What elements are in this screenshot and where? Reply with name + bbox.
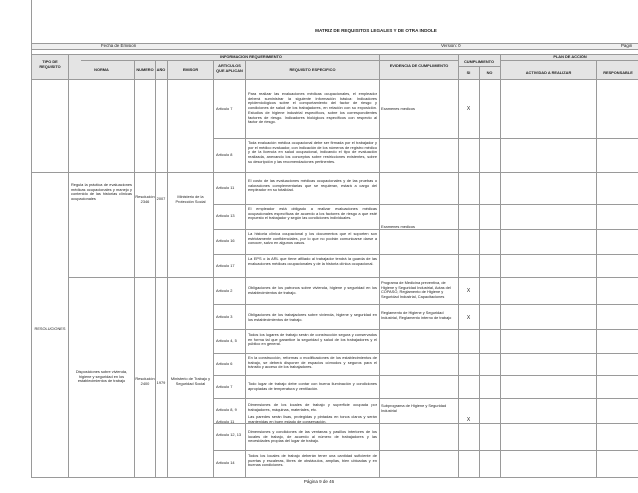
header-articulos: ARTICULOS QUE APLICAN [216, 64, 243, 73]
row-si: X [466, 315, 471, 321]
rule [500, 60, 638, 61]
row-si: X [466, 288, 471, 294]
rule [213, 60, 214, 478]
row-texto: En la construcción, reformas o modificaciones de los establecimientos de trabajo, se deberá disponer de espacios cómodos y seguros para el tránsito y acceso de los trabajadores. [248, 356, 377, 370]
page-footer: Página 9 de 46 [303, 479, 335, 484]
header-tipo: TIPO DE REQUISITO [39, 60, 61, 69]
group-emisor: Ministerio de la Protección Social [175, 195, 206, 204]
group-numero: Resolución 2346 [135, 195, 155, 204]
header-requisito: REQUISITO ESPECIFICO [289, 68, 336, 72]
rule [155, 60, 156, 478]
rule [213, 304, 638, 305]
row-articulo: Artículo 3 [216, 315, 233, 319]
rule [213, 398, 638, 399]
rule [213, 138, 638, 139]
header-si: SI [466, 71, 471, 75]
rule [213, 353, 638, 354]
rule [31, 79, 638, 80]
header-plan: PLAN DE ACCIÓN [553, 55, 587, 59]
row-articulo: Artículo 6 [216, 362, 233, 366]
document-title: MATRIZ DE REQUISITOS LEGALES Y DE OTRA INDOLE [315, 29, 437, 33]
row-evidencia: Examenes medicos [381, 107, 415, 111]
group-ano: 2007 [156, 197, 166, 201]
row-texto: Obligaciones de los trabajadores sobre vivienda, higiene y seguridad en los establecimientos de trabajo. [248, 313, 377, 322]
header-informacion: INFORMACION REQUERIMIENTO [220, 55, 282, 59]
row-evidencia: Programa de Medicina preventiva, de Higiene y Seguridad Industrial, Actas del COPASO, Reglamento de Higiene y Seguridad Industrial, Capacitaciones [381, 281, 451, 300]
group-ano: 1979 [156, 381, 166, 385]
row-evidencia: Examenes medicos [381, 225, 415, 229]
row-articulo: Artículo 4, 5 [216, 339, 237, 343]
row-articulo: Artículo 8, 9 [216, 408, 237, 412]
row-articulo: Artículo 13 [216, 214, 235, 218]
row-texto: Dimensiones de los locales de trabajo y superficie ocupada por trabajadores, máquinas, materiales, etc. [248, 403, 377, 412]
header-no: NO [486, 71, 493, 75]
rule [81, 60, 458, 61]
rule [479, 66, 480, 478]
row-texto: La historia clínica ocupacional y los documentos que el soporten son estrictamente confidenciales, por lo que no podrán comunicarse darse a conocer, salvo en algunos casos. [248, 232, 377, 246]
row-articulo: Artículo 8 [216, 153, 233, 157]
rule [31, 49, 638, 50]
rule [213, 329, 638, 330]
header-ano: AÑO [156, 68, 166, 72]
row-texto: El empleador está obligado a realizar evaluaciones médicas ocupacionales específicas de acuerdo a los factores de riesgo a que esté expuesto el trabajador y según las condiciones individuales. [248, 207, 377, 221]
group-numero: Resolución 2400 [135, 377, 155, 386]
row-texto: La EPS o la ARL que tiene afiliado al trabajador tendrá la guarda de las evaluaciones médicas ocupacionales y de la historia clínica ocupacional. [248, 257, 377, 266]
row-texto: Para realizar las evaluaciones médicas ocupacionales, el empleador deberá suministrar la siguiente información básica: Indicadores epidemiológicos sobre el comportamiento del factor de riesgo y condiciones de salud de los trabajadores, en relación con su exposición. Estudios de higiene industrial específicos, sobre los correspondientes factores de riesgo. Indicadores biológicos específicos con respecto al factor de riesgo. [248, 92, 377, 125]
header-norma: NORMA [94, 68, 109, 72]
row-texto: Las paredes serán lisas, protegidas y pintadas en tonos claros y serán mantenidas en buen estado de conservación. [248, 415, 377, 424]
header-cumplimiento: CUMPLIMIENTO [464, 60, 494, 64]
row-evidencia: Subprograma de Higiene y Seguridad Industrial [381, 404, 447, 413]
row-articulo: Artículo 12, 13 [216, 433, 242, 437]
row-articulo: Artículo 7 [216, 385, 233, 389]
rule [213, 254, 638, 255]
rule [245, 60, 246, 478]
rule [213, 375, 638, 376]
header-numero: NUMERO [136, 68, 154, 72]
rule [31, 0, 32, 478]
row-articulo: Artículo 14 [216, 461, 235, 465]
row-articulo: Artículo 11 [216, 420, 235, 424]
rule [500, 54, 501, 478]
row-si: X [466, 417, 471, 423]
rule [134, 60, 135, 478]
row-articulo: Artículo 11 [216, 186, 235, 190]
header-actividad: ACTIVIDAD A REALIZAR [525, 71, 572, 75]
rule [68, 277, 638, 278]
header-responsable: RESPONSABLE [603, 71, 633, 75]
header-evidencia: EVIDENCIA DE CUMPLIMIENTO [389, 64, 449, 68]
group-emisor: Ministerio de Trabajo y Seguridad Social [170, 377, 211, 386]
rule [213, 204, 638, 205]
row-articulo: Artículo 2 [216, 289, 233, 293]
version-label: Versión: 0 [441, 44, 461, 48]
rule [213, 450, 638, 451]
page-label: Pagin [621, 44, 633, 48]
tipo-value: RESOLUCIONES [34, 327, 66, 331]
row-articulo: Artículo 16 [216, 239, 235, 243]
requirements-matrix [31, 0, 638, 478]
group-norma: Regula la práctica de evaluaciones médicas ocupacionales y manejo y contenido de las historias clínicas ocupacionales [71, 183, 132, 202]
fecha-label: Fecha de Emision [101, 44, 137, 48]
rule [31, 172, 638, 173]
rule [458, 66, 500, 67]
rule [68, 54, 69, 478]
group-norma: Disposiciones sobre vivienda, higiene y seguridad en los establecimientos de trabajo [75, 370, 128, 384]
row-texto: Todos los lugares de trabajo serán de construcción segura y conservados en forma tal que garantice la seguridad y salud de los trabajadores y el público en general. [248, 333, 377, 347]
rule [379, 54, 380, 478]
row-evidencia: Reglamento de Higiene y Seguridad Industrial, Reglamento interno de trabajo [381, 311, 452, 320]
header-emisor: EMISOR [182, 68, 199, 72]
row-texto: Todos los locales de trabajo deberán tener una cantidad suficiente de puertas y escaleras, libres de obstáculos, amplias, bien ubicadas y en buenas condiciones. [248, 454, 377, 468]
row-si: X [466, 106, 471, 112]
row-texto: El costo de las evaluaciones médicas ocupacionales y de las pruebas o valoraciones complementarias que se requieran, estará a cargo del empleador en su totalidad. [248, 179, 377, 193]
rule [458, 54, 459, 478]
rule [596, 60, 597, 478]
row-texto: Dimensiones y condiciones de las ventanas y pasillos interiores de los locales de trabajo, de acuerdo al número de trabajadores y las necesidades propias del lugar de trabajo. [248, 430, 377, 444]
row-articulo: Artículo 7 [216, 107, 233, 111]
rule [31, 477, 638, 478]
row-texto: Todo lugar de trabajo debe contar con buena iluminación y condiciones apropiadas de temperatura y ventilación. [248, 382, 377, 391]
row-texto: Toda evaluación médica ocupacional debe ser firmada por el trabajador y por el médico evaluador, con indicación de los números de registro médico y de la licencia en salud ocupacional, indicando el tipo de evaluación realizada, anexando los conceptos sobre restricciones existentes, sobre su descripción y las recomendaciones pertinentes. [248, 141, 377, 164]
row-articulo: Artículo 17 [216, 264, 235, 268]
row-texto: Obligaciones de los patronos sobre vivienda, higiene y seguridad en los establecimientos de trabajo. [248, 286, 377, 295]
rule [167, 60, 168, 478]
